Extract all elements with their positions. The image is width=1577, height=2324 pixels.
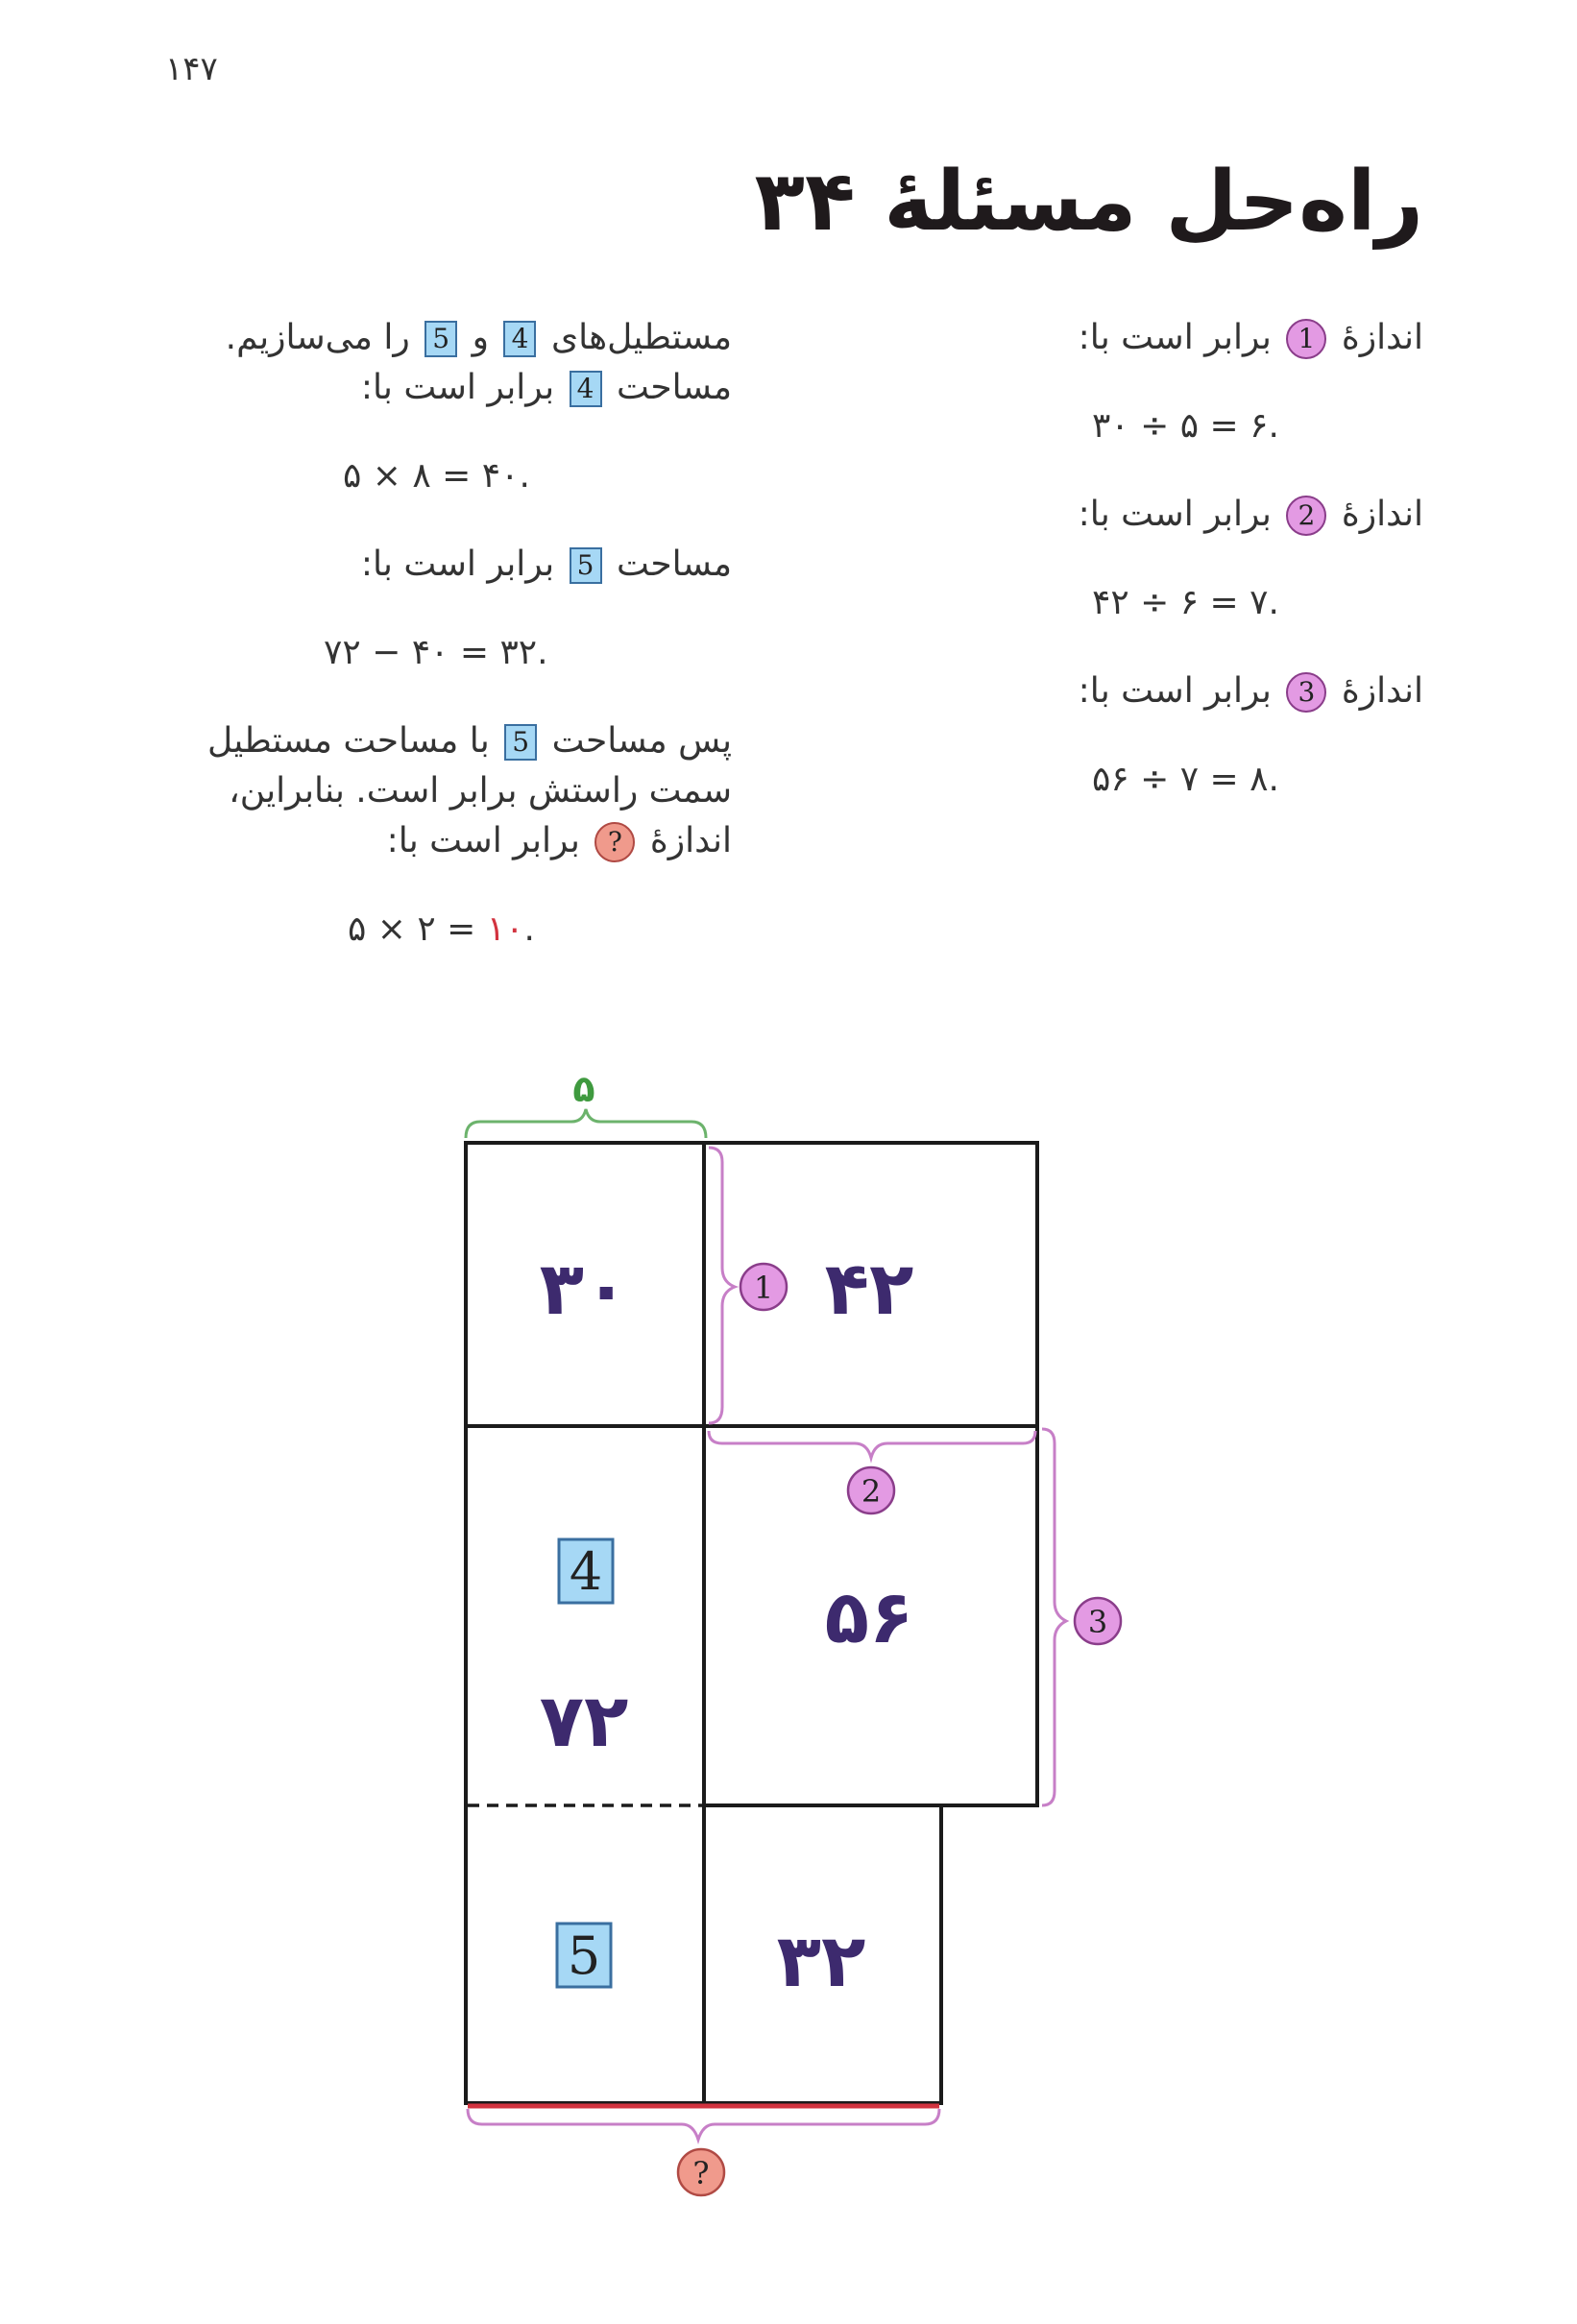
area-label: مساحت [617, 545, 732, 584]
intro-end-text: را می‌سازیم. [225, 318, 410, 357]
equation-area-5: ۷۲ − ۴۰ = ۳۲. [324, 633, 548, 672]
equation-3: ۵۶ ÷ ۷ = ۸. [1092, 760, 1279, 799]
area-label: مساحت [617, 368, 732, 407]
circle-marker-3: 3 [1286, 672, 1326, 713]
marker-3 [1075, 1598, 1121, 1644]
cell-30: ۳۰ [539, 1246, 629, 1331]
equals-text: برابر است با: [386, 821, 580, 860]
equation-1: ۳۰ ÷ ۵ = ۶. [1092, 406, 1279, 446]
equals-text: برابر است با: [1078, 318, 1272, 357]
equation-area-4: ۵ × ۸ = ۴۰. [343, 456, 530, 496]
box-4: 4 [503, 321, 536, 357]
svg-text:2: 2 [861, 1473, 882, 1510]
box-4: 4 [570, 371, 602, 407]
brace-bottom [468, 2109, 939, 2140]
box-5: 5 [425, 321, 457, 357]
cell-42: ۴۲ [824, 1246, 914, 1331]
top-brace [466, 1109, 706, 1138]
equals-text: برابر است با: [1078, 495, 1272, 534]
then-text: پس مساحت [551, 721, 732, 761]
equals-text: برابر است با: [1078, 671, 1272, 711]
cell-56: ۵۶ [824, 1574, 914, 1659]
equals-text: برابر است با: [360, 368, 555, 407]
circle-marker-1: 1 [1286, 319, 1326, 359]
size-label: اندازهٔ [649, 821, 732, 860]
marker-question [678, 2149, 724, 2195]
equation-2: ۴۲ ÷ ۶ = ۷. [1092, 583, 1279, 622]
intro-text: مستطیل‌های [550, 318, 732, 357]
svg-text:5: 5 [567, 1925, 601, 1986]
brace-1 [709, 1148, 735, 1423]
top-label: ۵ [572, 1068, 595, 1110]
marker-1 [740, 1264, 787, 1310]
size-label: اندازهٔ [1341, 671, 1423, 711]
size-label: اندازهٔ [1341, 495, 1423, 534]
question-marker: ? [594, 822, 635, 862]
answer-expression: ۵ × ۲ = [348, 909, 487, 949]
marker-2 [848, 1467, 894, 1513]
cell-32: ۳۲ [776, 1918, 866, 2003]
diagram-box-4 [559, 1539, 613, 1603]
svg-text:1: 1 [753, 1270, 774, 1306]
diagram-box-5 [557, 1924, 611, 1987]
then-line-2: سمت راستش برابر است. بنابراین، [229, 771, 732, 811]
box-5: 5 [504, 724, 537, 761]
then-text-2: با مساحت مستطیل [206, 721, 490, 761]
answer-value: ۱۰ [486, 909, 524, 949]
svg-text:4: 4 [569, 1541, 603, 1602]
answer-period: . [523, 909, 535, 949]
page-number: ۱۴۷ [165, 50, 218, 88]
equals-text: برابر است با: [360, 545, 555, 584]
and-text: و [472, 318, 490, 357]
brace-3 [1042, 1429, 1066, 1805]
box-5: 5 [570, 547, 602, 584]
size-label: اندازهٔ [1341, 318, 1423, 357]
svg-text:?: ? [692, 2155, 710, 2191]
page-title: راه‌حل مسئلهٔ ۳۴ [754, 154, 1423, 250]
svg-text:3: 3 [1087, 1604, 1108, 1640]
cell-72: ۷۲ [539, 1678, 629, 1763]
brace-2 [709, 1431, 1035, 1458]
circle-marker-2: 2 [1286, 496, 1326, 536]
